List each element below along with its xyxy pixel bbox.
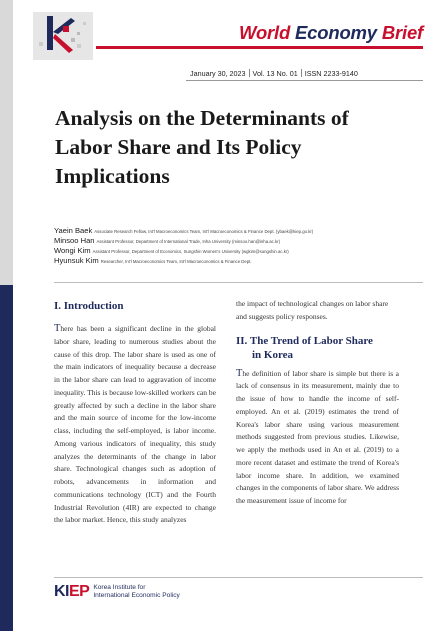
author-entry xyxy=(54,236,313,246)
kiep-logo-icon xyxy=(33,12,93,60)
kiep-wordmark xyxy=(54,583,89,601)
intro-body: here has been a significant decline in the global labor share, leading to numerous studies about the cause of this drop. The labor share is used as one of the main indicators of inequality because a decrease in the labor share can lead to aggravation of income inequality. This is because low-skilled workers can be greatly affected by such a decline in the labor share and the main source of income for the low-income class, including the self-employed, is labor income. Among various indicators of inequality, this study analyzes the determinants of the change in labor share. Technological changes such as adoption of robots, advancements in information and communications technology (ICT) and the Fourth Industrial Revolution (4IR) are expected to change the labor market. Hence, this study analyzes xyxy=(54,324,216,525)
author-entry xyxy=(54,246,313,256)
title-line: Implications xyxy=(55,164,170,188)
issue-separator xyxy=(301,69,302,77)
header-rule xyxy=(96,46,423,49)
org-name xyxy=(93,584,180,600)
issue-separator xyxy=(249,69,250,77)
right-column xyxy=(236,298,399,508)
document-title xyxy=(55,104,425,191)
drop-cap: T xyxy=(236,367,243,379)
footer-org-logo xyxy=(54,583,180,601)
author-affiliation: Researcher, Int'l Macroeconomics Team, Int'l Macroeconomics & Finance Dept. xyxy=(100,259,252,264)
author-name: Hyunsuk Kim xyxy=(54,256,99,265)
section-heading-introduction: I. Introduction xyxy=(54,300,124,312)
author-entry xyxy=(54,256,313,266)
author-affiliation: Associate Research Fellow, Int'l Macroeconomics Team, Int'l Macroeconomics & Finance Dept. (ybaek@kiep.go.kr) xyxy=(94,229,314,234)
wordmark-part: EP xyxy=(69,583,90,600)
trend-body: he definition of labor share is simple but there is a lack of consensus in its measurement, mainly due to the issue of how to handle the income of self-employed. An et al. (2019) estimates the trend of Korea's labor share using various measurement methods suggested from previous studies. Likewise, we apply the methods used in An et al. (2019) to a more recent dataset and estimate the trend of Korea's labor income share. In addition, we examined changes in the components of labor share. We address the measurement issue of income for xyxy=(236,368,399,505)
brand-word-economy: Economy xyxy=(295,22,377,43)
org-name-line: Korea Institute for xyxy=(93,584,146,591)
issue-volume: Vol. 13 No. 01 xyxy=(252,69,298,78)
issue-rule xyxy=(186,80,423,81)
brand-word-world: World xyxy=(239,22,296,43)
author-name: Minsoo Han xyxy=(54,236,95,245)
title-line: Labor Share and Its Policy xyxy=(55,135,302,159)
footer-rule xyxy=(54,577,423,578)
authors-divider xyxy=(54,282,423,283)
issue-issn: ISSN 2233-9140 xyxy=(304,69,358,78)
issue-info xyxy=(190,69,358,78)
heading-line: in Korea xyxy=(252,348,294,361)
left-column xyxy=(54,298,216,527)
author-entry xyxy=(54,226,313,236)
drop-cap: T xyxy=(54,323,61,334)
intro-paragraph xyxy=(54,323,216,527)
intro-continued-paragraph: the impact of technological changes on labor share and suggests policy responses. xyxy=(236,299,389,321)
wordmark-part: KI xyxy=(54,583,69,600)
brand-word-brief: Brief xyxy=(376,22,423,43)
title-line: Analysis on the Determinants of xyxy=(55,106,349,130)
author-affiliation: Assistant Professor, Department of International Trade, Inha University (minsoo.han@inha.ac.kr) xyxy=(96,239,281,244)
author-name: Wongi Kim xyxy=(54,246,91,255)
author-affiliation: Assistant Professor, Department of Economics, Sungshin Women's University (wgkim@sungshin.ac.kr) xyxy=(92,249,289,254)
heading-line: II. The Trend of Labor Share xyxy=(236,334,373,347)
section-heading-trend xyxy=(236,334,399,362)
author-name: Yaein Baek xyxy=(54,226,93,235)
left-margin-accent xyxy=(0,285,13,631)
trend-paragraph xyxy=(236,368,399,508)
publication-brand xyxy=(239,22,423,44)
author-list xyxy=(54,226,313,266)
issue-date: January 30, 2023 xyxy=(190,69,246,78)
org-name-line: International Economic Policy xyxy=(93,592,180,599)
